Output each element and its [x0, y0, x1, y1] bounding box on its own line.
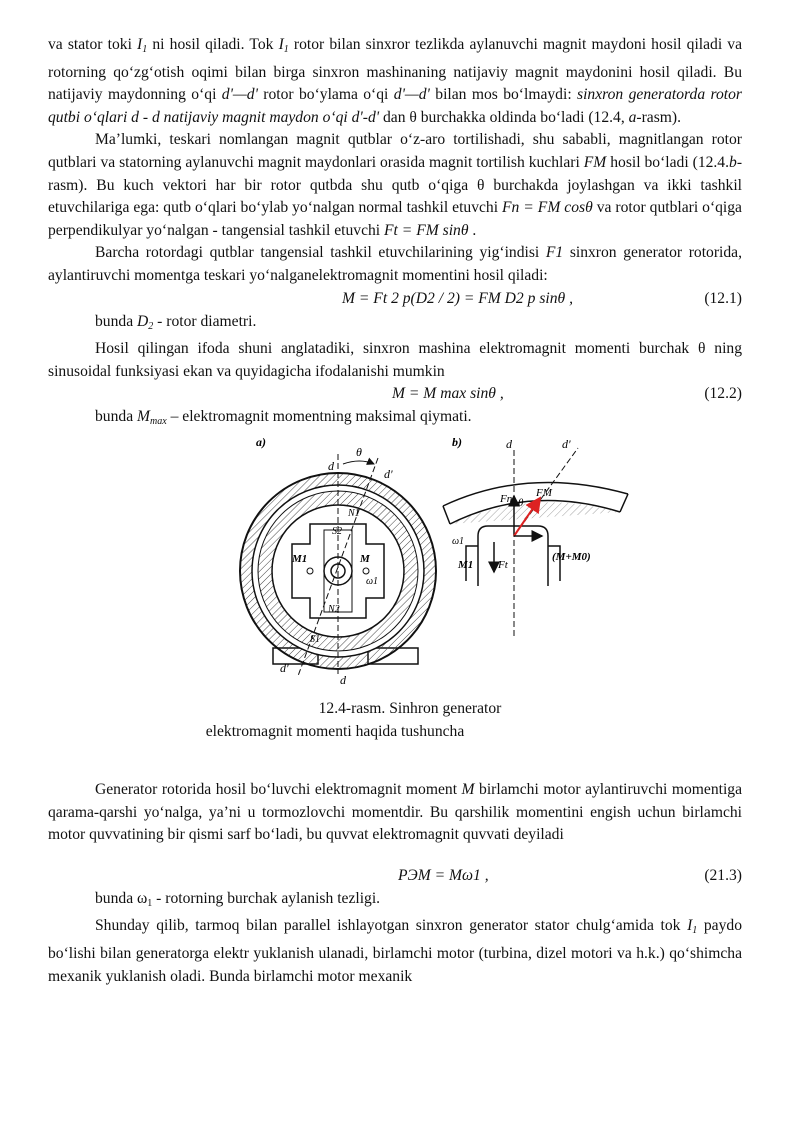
label-S2: S2 [332, 525, 342, 537]
label-M1-a: M1 [292, 552, 308, 565]
label-N2: N2 [328, 603, 340, 615]
equation-number: (12.2) [704, 385, 742, 403]
label-MM0: (M+M0) [552, 550, 591, 563]
paragraph-3: Barcha rotordagi qutblar tangensial tashkil etuvchilarining yig‘indisi F1 sinxron generator rotorida, aylantiruvchi momentga teskari yo‘nalganelektromagnit momentini hosil qiladi: [48, 244, 742, 284]
label-dprime-bottom: d' [280, 660, 289, 675]
paragraph-5: Hosil qilingan ifoda shuni anglatadiki, sinxron mashina elektromagnit momenti burchak θ ning sinusoidal funksiyasi ekan va quyidagicha ifodalanishi mumkin [48, 340, 742, 380]
equation-formula: M = M max sinθ , [392, 385, 504, 403]
equation-number: (12.1) [704, 289, 742, 307]
equation-12-1 [48, 288, 742, 311]
label-Fn: Fn [500, 492, 513, 505]
figure-a [240, 436, 436, 687]
paragraph-8: bunda $\omega_1$ - rotorning burchak aylanish tezligi. [95, 889, 381, 909]
label-omega-b: ω1 [452, 535, 465, 547]
figure-caption-line-1: 12.4-rasm. Sinhron generator [318, 699, 502, 717]
label-d-bottom: d [340, 672, 346, 687]
equation-12-2 [48, 383, 742, 406]
paragraph-9: Shunday qilib, tarmoq bilan parallel ishlayotgan sinxron generator stator chulg‘amida tok $I_1$ paydo bo‘lishi bilan generatorga elektr yuklanish ulanadi, birlamchi motor (turbina, dizel motori va h.k.) qo‘shimcha mexanik yuklanish oladi. Bunda birlamchi motor mexanik [48, 917, 742, 985]
paragraph-1: va stator toki $I_1$ ni hosil qiladi. Tok $I_1$ rotor bilan sinxror tezlikda aylanuvchi magnit maydoni hosil qiladi va rotorning qo‘zg‘otish oqimi bilan birga sinxron mashinaning natijaviy magnit maydonini hosil qiladi. Bu natijaviy maydonning o‘qi d'—d' rotor bo‘ylama o‘qi d'—d' bilan mos bo‘lmaydi: sinxron generatorda rotor qutbi o‘qlari d - d natijaviy magnit maydon o‘qi d'-d' dan θ burchakka oldinda bo‘ladi (12.4, a-rasm). [48, 36, 743, 126]
label-b: b) [452, 435, 462, 449]
paragraph-7: Generator rotorida hosil bo‘luvchi elektromagnit moment M birlamchi motor aylantiruvchi momentiga qarama-qarshi yo‘nalga, ya’ni u tormozlovchi momentdir. Bu qarshilik momentini engish uchun birlamchi motor quvvatining bir qismi sarf bo‘ladi, bu quvvat elektromagnit quvvati deyiladi [48, 781, 743, 844]
label-omega-a: ω1 [366, 575, 379, 587]
equation-21-3 [48, 865, 742, 888]
label-theta-b: θ [518, 496, 524, 509]
label-N1: N1 [348, 507, 360, 519]
paragraph-4: bunda $D_2$ - rotor diametri. [95, 312, 257, 332]
label-M1-b: M1 [458, 558, 474, 571]
paragraph-6: bunda $M_{max}$ – elektromagnit momentning maksimal qiymati. [95, 408, 472, 428]
figure-caption-line-2: elektromagnit momenti haqida tushuncha [205, 722, 465, 740]
label-dprime-top: d' [384, 466, 393, 481]
paragraph-2: Ma’lumki, teskari nomlangan magnit qutblar o‘z-aro tortilishadi, shu sababli, magnitlangan rotor qutblari va statorning aylanuvchi magnit maydonlari orasida magnit tortilish kuchlari FM hosil bo‘ladi (12.4.b-rasm). Bu kuch vektori har bir rotor qutbda shu qutb o‘qiga θ burchakda joylashgan va ikki tashkil etuvchilariga ega: qutb o‘qlari bo‘ylab yo‘nalgan normal tashkil etuvchi Fn = FM cosθ va rotor qutblari o‘qiga perpendikulyar yo‘nalgan - tangensial tashkil etuvchi Ft = FM sinθ . [48, 131, 743, 239]
equation-number: (21.3) [704, 866, 742, 884]
label-S1: S1 [310, 633, 320, 645]
label-a: a) [256, 435, 266, 449]
figure-12-4 [48, 436, 742, 698]
equation-formula: PЭМ = Mω1 , [398, 866, 489, 884]
figure-b [443, 436, 628, 636]
label-theta-a: θ [356, 444, 362, 459]
label-d-top: d [328, 458, 334, 473]
generator-diagram [48, 436, 742, 698]
equation-formula: M = Ft 2 p(D2 / 2) = FM D2 p sinθ , [342, 289, 573, 307]
label-dprime-b: d' [562, 436, 571, 451]
label-M-a: M [360, 552, 370, 565]
label-Ft: Ft [498, 558, 508, 571]
document-page [48, 34, 742, 988]
label-FM: FM [536, 486, 552, 499]
label-d-b: d [506, 436, 512, 451]
